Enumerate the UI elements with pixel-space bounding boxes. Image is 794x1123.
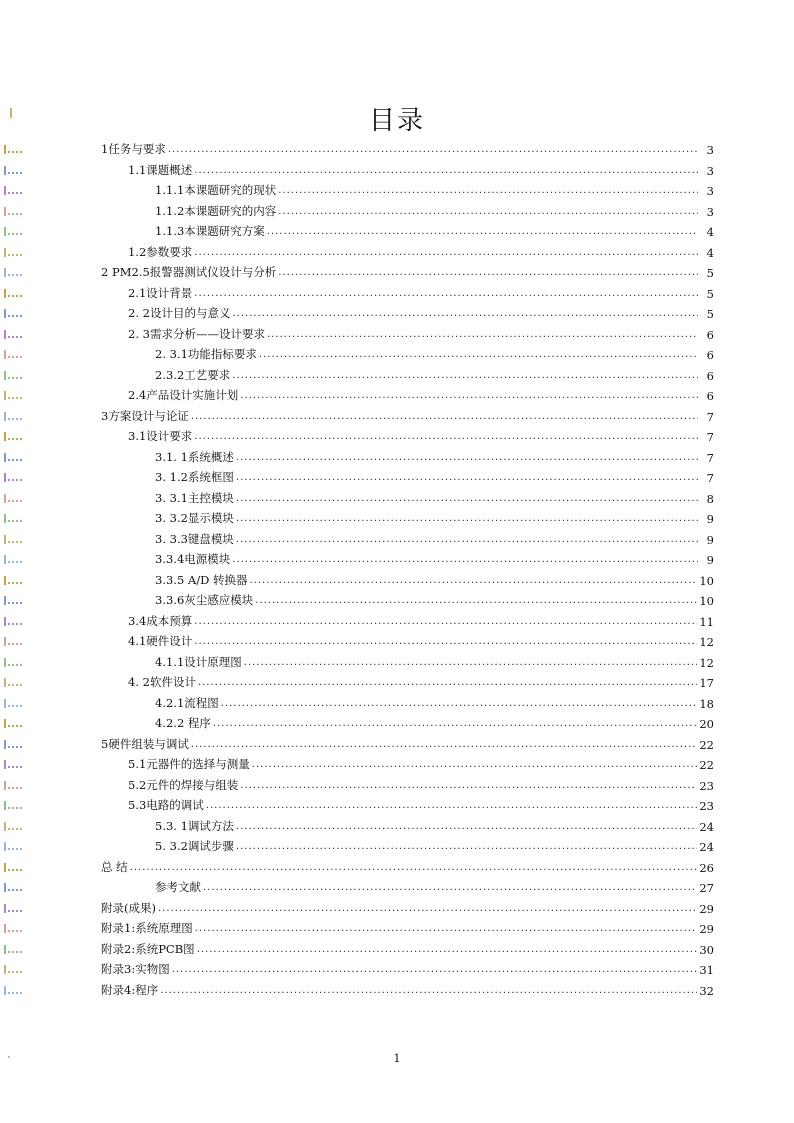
margin-marker bbox=[4, 576, 24, 584]
margin-marker bbox=[4, 268, 24, 276]
margin-marker bbox=[4, 945, 24, 953]
toc-entry-page: 23 bbox=[699, 799, 714, 813]
toc-entry-label: 附录4:程序 bbox=[101, 982, 159, 997]
toc-entry-page: 22 bbox=[699, 737, 714, 752]
toc-entry-page: 6 bbox=[706, 327, 714, 342]
margin-marker bbox=[4, 186, 24, 194]
toc-entry[interactable] bbox=[155, 178, 714, 198]
toc-leader-dots bbox=[130, 861, 698, 875]
toc-entry[interactable] bbox=[101, 978, 714, 998]
toc-leader-dots bbox=[203, 881, 697, 895]
toc-entry-label: 附录2:系统PCB图 bbox=[101, 941, 195, 956]
toc-entry-page: 4 bbox=[706, 245, 714, 260]
margin-marker bbox=[4, 248, 24, 256]
toc-entry[interactable] bbox=[101, 855, 714, 875]
toc-entry-page: 18 bbox=[699, 696, 714, 711]
toc-entry-page: 7 bbox=[706, 430, 714, 444]
toc-entry-page: 5 bbox=[706, 307, 714, 321]
toc-entry-label: 2.1设计背景 bbox=[128, 285, 193, 300]
toc-entry-page: 7 bbox=[706, 409, 714, 424]
toc-entry-page: 10 bbox=[699, 573, 714, 588]
toc-entry-page: 7 bbox=[706, 471, 714, 485]
toc-leader-dots bbox=[278, 205, 698, 219]
toc-entry-page: 8 bbox=[706, 491, 714, 506]
toc-entry-label: 5硬件组装与调试 bbox=[101, 736, 189, 751]
toc-entry-page: 3 bbox=[706, 163, 714, 178]
toc-entry[interactable] bbox=[155, 568, 714, 588]
toc-entry-label: 2. 3.1功能指标要求 bbox=[155, 347, 257, 361]
toc-leader-dots bbox=[194, 430, 698, 444]
toc-leader-dots bbox=[160, 984, 697, 998]
toc-entry[interactable] bbox=[155, 363, 714, 383]
toc-entry-page: 6 bbox=[706, 368, 714, 383]
toc-entry-page: 24 bbox=[699, 840, 714, 854]
toc-leader-dots bbox=[232, 307, 698, 321]
toc-entry-page: 12 bbox=[699, 655, 714, 670]
toc-leader-dots bbox=[259, 348, 698, 362]
toc-entry-label: 4. 2软件设计 bbox=[128, 675, 196, 689]
toc-leader-dots bbox=[244, 656, 698, 670]
toc-leader-dots bbox=[236, 451, 698, 465]
toc-entry-label: 3.3.6灰尘感应模块 bbox=[155, 593, 254, 607]
toc-entry[interactable] bbox=[128, 752, 714, 772]
margin-marker bbox=[4, 432, 24, 440]
toc-entry[interactable] bbox=[128, 773, 714, 793]
toc-entry-label: 4.1.1设计原理图 bbox=[155, 654, 242, 669]
toc-entry[interactable] bbox=[128, 281, 714, 301]
margin-marker bbox=[4, 166, 24, 174]
toc-entry[interactable] bbox=[101, 404, 714, 424]
toc-entry-label: 总 结 bbox=[101, 859, 128, 874]
toc-entry-label: 参考文献 bbox=[155, 880, 201, 894]
toc-entry[interactable] bbox=[128, 629, 714, 649]
toc-entry-label: 1任务与要求 bbox=[101, 142, 166, 156]
toc-entry-label: 附录(成果) bbox=[101, 900, 156, 915]
margin-marker bbox=[4, 760, 24, 768]
margin-marker bbox=[4, 350, 24, 358]
toc-entry[interactable] bbox=[101, 260, 714, 280]
toc-entry[interactable] bbox=[101, 732, 714, 752]
toc-leader-dots bbox=[236, 471, 698, 485]
toc-entry-label: 2.3.2工艺要求 bbox=[155, 367, 231, 382]
toc-entry-label: 5.3电路的调试 bbox=[128, 798, 204, 812]
margin-marker bbox=[4, 719, 24, 727]
toc-entry[interactable] bbox=[128, 383, 714, 403]
toc-entry-page: 11 bbox=[699, 614, 714, 629]
toc-entry-label: 3.1. 1系统概述 bbox=[155, 449, 234, 464]
toc-entry[interactable] bbox=[128, 609, 714, 629]
toc-entry-label: 3. 3.2显示模块 bbox=[155, 511, 234, 525]
toc-entry[interactable] bbox=[101, 916, 714, 936]
toc-entry[interactable] bbox=[155, 588, 714, 608]
toc-entry[interactable] bbox=[155, 199, 714, 219]
toc-leader-dots bbox=[194, 246, 698, 260]
toc-leader-dots bbox=[267, 225, 698, 239]
margin-marker bbox=[4, 207, 24, 215]
toc-entry[interactable] bbox=[128, 670, 714, 690]
toc-leader-dots bbox=[206, 799, 698, 813]
margin-marker bbox=[4, 904, 24, 912]
toc-entry-label: 3. 1.2系统框图 bbox=[155, 470, 234, 484]
toc-entry-page: 9 bbox=[706, 512, 714, 526]
toc-entry-page: 29 bbox=[699, 901, 714, 916]
toc-leader-dots bbox=[236, 512, 698, 526]
margin-marker bbox=[4, 842, 24, 850]
margin-marker bbox=[4, 822, 24, 830]
margin-marker bbox=[4, 863, 24, 871]
margin-marker bbox=[4, 453, 24, 461]
margin-marker bbox=[4, 924, 24, 932]
margin-marker bbox=[4, 699, 24, 707]
toc-entry-page: 9 bbox=[706, 532, 714, 547]
toc-entry-label: 3.1设计要求 bbox=[128, 429, 193, 443]
toc-entry-page: 24 bbox=[699, 819, 714, 834]
toc-leader-dots bbox=[194, 635, 697, 649]
toc-entry[interactable] bbox=[155, 486, 714, 506]
toc-entry-label: 4.1硬件设计 bbox=[128, 634, 193, 648]
toc-leader-dots bbox=[168, 143, 698, 157]
toc-entry-label: 3.4成本预算 bbox=[128, 613, 193, 628]
toc-leader-dots bbox=[236, 840, 697, 854]
margin-marker bbox=[4, 371, 24, 379]
margin-marker bbox=[4, 658, 24, 666]
toc-entry-page: 30 bbox=[699, 942, 714, 957]
margin-marker bbox=[4, 494, 24, 502]
toc-entry[interactable] bbox=[101, 137, 714, 157]
toc-entry[interactable] bbox=[128, 240, 714, 260]
toc-entry-label: 5.2元件的焊接与组装 bbox=[128, 777, 239, 792]
toc-entry-label: 3.3.4电源模块 bbox=[155, 552, 231, 566]
toc-entry-page: 27 bbox=[699, 881, 714, 895]
toc-entry-page: 4 bbox=[706, 225, 714, 239]
toc-entry-page: 3 bbox=[706, 143, 714, 157]
toc-entry-page: 10 bbox=[699, 594, 714, 608]
toc-leader-dots bbox=[194, 615, 697, 629]
toc-entry[interactable] bbox=[101, 937, 714, 957]
toc-leader-dots bbox=[158, 902, 697, 916]
margin-marker bbox=[4, 309, 24, 317]
toc-entry-page: 23 bbox=[699, 778, 714, 793]
toc-leader-dots bbox=[194, 164, 698, 178]
margin-marker bbox=[4, 986, 24, 994]
toc-leader-dots bbox=[278, 184, 698, 198]
toc-entry-label: 3. 3.3键盘模块 bbox=[155, 531, 234, 546]
toc-leader-dots bbox=[240, 389, 698, 403]
margin-marker bbox=[4, 473, 24, 481]
margin-marker bbox=[4, 965, 24, 973]
margin-marker bbox=[4, 289, 24, 297]
toc-entry-page: 6 bbox=[706, 389, 714, 403]
toc-entry[interactable] bbox=[155, 342, 714, 362]
toc-entry-page: 3 bbox=[706, 204, 714, 219]
toc-entry[interactable] bbox=[155, 506, 714, 526]
toc-entry[interactable] bbox=[155, 547, 714, 567]
toc-entry-page: 3 bbox=[706, 184, 714, 198]
toc-leader-dots bbox=[221, 697, 698, 711]
toc-leader-dots bbox=[172, 963, 698, 977]
toc-leader-dots bbox=[232, 369, 698, 383]
toc-leader-dots bbox=[197, 943, 698, 957]
margin-marker bbox=[4, 514, 24, 522]
toc-entry-label: 5. 3.2调试步骤 bbox=[155, 839, 234, 853]
toc-entry-page: 6 bbox=[706, 348, 714, 362]
toc-entry-page: 32 bbox=[699, 983, 714, 998]
toc-entry-label: 1.1.1本课题研究的现状 bbox=[155, 183, 277, 197]
margin-marker bbox=[4, 617, 24, 625]
toc-leader-dots bbox=[267, 328, 698, 342]
toc-leader-dots bbox=[240, 779, 697, 793]
toc-entry[interactable] bbox=[128, 322, 714, 342]
toc-entry[interactable] bbox=[155, 691, 714, 711]
toc-entry[interactable] bbox=[101, 957, 714, 977]
toc-leader-dots bbox=[278, 266, 698, 280]
toc-entry-label: 5.3. 1调试方法 bbox=[155, 818, 234, 833]
toc-leader-dots bbox=[191, 738, 698, 752]
toc-leader-dots bbox=[194, 287, 698, 301]
toc-entry-page: 29 bbox=[699, 922, 714, 936]
toc-entry[interactable] bbox=[101, 896, 714, 916]
toc-entry-page: 12 bbox=[699, 635, 714, 649]
toc-leader-dots bbox=[236, 820, 697, 834]
toc-entry-label: 4.2.2 程序 bbox=[155, 716, 211, 730]
toc-entry-page: 5 bbox=[706, 286, 714, 301]
toc-leader-dots bbox=[252, 758, 698, 772]
margin-marker bbox=[4, 596, 24, 604]
toc-entry[interactable] bbox=[155, 445, 714, 465]
toc-entry-page: 22 bbox=[699, 758, 714, 772]
toc-entry[interactable] bbox=[155, 875, 714, 895]
margin-marker bbox=[4, 781, 24, 789]
toc-leader-dots bbox=[191, 410, 698, 424]
toc-entry-label: 1.1.2本课题研究的内容 bbox=[155, 203, 277, 218]
toc-entry[interactable] bbox=[128, 793, 714, 813]
toc-entry-page: 9 bbox=[706, 553, 714, 567]
toc-entry-page: 31 bbox=[699, 963, 714, 977]
toc-entry[interactable] bbox=[155, 650, 714, 670]
toc-entry[interactable] bbox=[155, 834, 714, 854]
toc-entry-label: 2.4产品设计实施计划 bbox=[128, 388, 239, 402]
toc-entry[interactable] bbox=[128, 158, 714, 178]
toc-entry-label: 5.1元器件的选择与测量 bbox=[128, 757, 250, 771]
corner-dot bbox=[8, 1056, 10, 1058]
toc-entry[interactable] bbox=[155, 814, 714, 834]
margin-marker bbox=[4, 227, 24, 235]
toc-entry[interactable] bbox=[128, 424, 714, 444]
toc-entry-page: 7 bbox=[706, 450, 714, 465]
margin-marker bbox=[4, 801, 24, 809]
toc-entry[interactable] bbox=[155, 527, 714, 547]
toc-entry-label: 2 PM2.5报警器测试仪设计与分析 bbox=[101, 265, 277, 279]
toc-entry-page: 5 bbox=[706, 266, 714, 280]
toc-entry-page: 26 bbox=[699, 860, 714, 875]
toc-leader-dots bbox=[236, 533, 698, 547]
margin-marker bbox=[4, 678, 24, 686]
toc-title: 目录 bbox=[368, 106, 425, 136]
toc-entry-label: 1.1.3本课题研究方案 bbox=[155, 224, 265, 238]
margin-marker bbox=[4, 883, 24, 891]
page-number: 1 bbox=[393, 1052, 401, 1065]
toc-entry[interactable] bbox=[128, 301, 714, 321]
toc-leader-dots bbox=[255, 594, 697, 608]
toc-entry-label: 4.2.1流程图 bbox=[155, 695, 219, 710]
margin-marker bbox=[4, 535, 24, 543]
toc-entry[interactable] bbox=[155, 711, 714, 731]
toc-entry-label: 1.1课题概述 bbox=[128, 162, 193, 177]
toc-entry-page: 20 bbox=[699, 717, 714, 731]
margin-marker bbox=[4, 391, 24, 399]
toc-entry-label: 附录1:系统原理图 bbox=[101, 921, 193, 935]
toc-leader-dots bbox=[249, 574, 697, 588]
toc-leader-dots bbox=[213, 717, 697, 731]
toc-entry-label: 3.3.5 A/D 转换器 bbox=[155, 572, 248, 587]
margin-marker bbox=[4, 412, 24, 420]
toc-entry-page: 17 bbox=[699, 676, 714, 690]
margin-marker bbox=[4, 145, 24, 153]
margin-marker bbox=[4, 637, 24, 645]
toc-entry[interactable] bbox=[155, 465, 714, 485]
margin-marker bbox=[4, 740, 24, 748]
margin-marker bbox=[4, 330, 24, 338]
toc-entry-label: 3. 3.1主控模块 bbox=[155, 490, 234, 505]
margin-marker bbox=[4, 555, 24, 563]
toc-leader-dots bbox=[198, 676, 697, 690]
toc-entry-label: 2. 3需求分析——设计要求 bbox=[128, 326, 265, 341]
toc-entry-label: 1.2参数要求 bbox=[128, 244, 193, 259]
toc-leader-dots bbox=[232, 553, 698, 567]
toc-entry-label: 附录3:实物图 bbox=[101, 962, 170, 976]
toc-entry[interactable] bbox=[155, 219, 714, 239]
toc-leader-dots bbox=[195, 922, 698, 936]
toc-entry-label: 3方案设计与论证 bbox=[101, 408, 189, 423]
toc-entry-label: 2. 2设计目的与意义 bbox=[128, 306, 231, 320]
toc-leader-dots bbox=[236, 492, 698, 506]
